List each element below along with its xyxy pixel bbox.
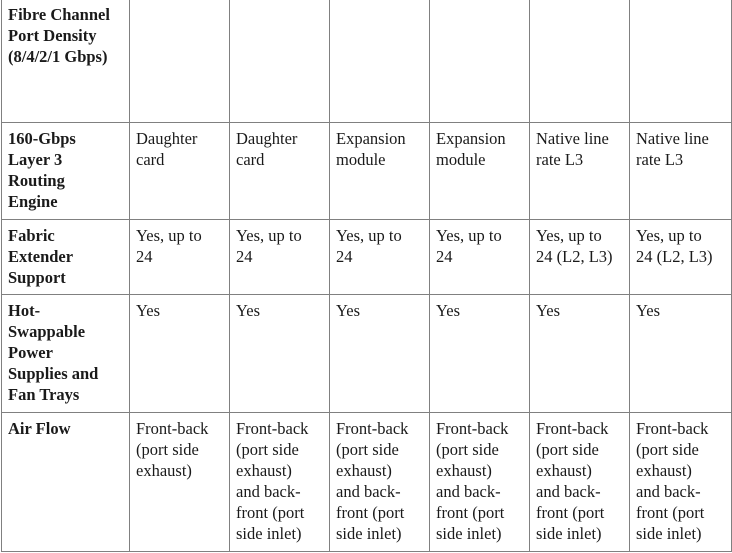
cell: Yes, up to 24: [230, 220, 330, 295]
row-header-hot-swappable: [2, 295, 130, 413]
cell: Yes, up to 24 (L2, L3): [630, 220, 732, 295]
row-label: Hot- Swappable Power Supplies and Fan Trays: [8, 301, 99, 404]
cell: Daughter card: [230, 123, 330, 220]
spec-table: [1, 0, 732, 552]
cell: Front-back (port side exhaust) and back- front (port side inlet): [330, 413, 430, 552]
cell: Front-back (port side exhaust) and back- front (port side inlet): [530, 413, 630, 552]
cell: Yes: [230, 295, 330, 413]
row-label: Fibre Channel Port Density (8/4/2/1 Gbps): [8, 5, 110, 66]
row-header-routing-engine: [2, 123, 130, 220]
cell: Daughter card: [130, 123, 230, 220]
cell: Front-back (port side exhaust) and back- front (port side inlet): [230, 413, 330, 552]
cell: Front-back (port side exhaust) and back- front (port side inlet): [630, 413, 732, 552]
cell: Yes: [430, 295, 530, 413]
row-label: 160-Gbps Layer 3 Routing Engine: [8, 129, 76, 211]
cell: [330, 0, 430, 123]
cell: [630, 0, 732, 123]
cell: Native line rate L3: [630, 123, 732, 220]
cell: Yes: [130, 295, 230, 413]
cell: Yes, up to 24 (L2, L3): [530, 220, 630, 295]
row-header-fibre-channel: [2, 0, 130, 123]
row-fibre-channel: [2, 0, 732, 123]
cell: Yes: [630, 295, 732, 413]
cell: Yes: [530, 295, 630, 413]
cell: Yes: [330, 295, 430, 413]
cell: Front-back (port side exhaust): [130, 413, 230, 552]
row-header-air-flow: [2, 413, 130, 552]
row-label: Air Flow: [8, 419, 71, 438]
row-routing-engine: [2, 123, 732, 220]
cell: [130, 0, 230, 123]
cell: Front-back (port side exhaust) and back- front (port side inlet): [430, 413, 530, 552]
cell: Expansion module: [330, 123, 430, 220]
row-header-fabric-extender: [2, 220, 130, 295]
cell: [230, 0, 330, 123]
cell: Expansion module: [430, 123, 530, 220]
cell: [430, 0, 530, 123]
row-hot-swappable: [2, 295, 732, 413]
row-fabric-extender: [2, 220, 732, 295]
row-air-flow: [2, 413, 732, 552]
cell: [530, 0, 630, 123]
cell: Yes, up to 24: [430, 220, 530, 295]
cell: Yes, up to 24: [130, 220, 230, 295]
cell: Native line rate L3: [530, 123, 630, 220]
row-label: Fabric Extender Support: [8, 226, 74, 287]
cell: Yes, up to 24: [330, 220, 430, 295]
